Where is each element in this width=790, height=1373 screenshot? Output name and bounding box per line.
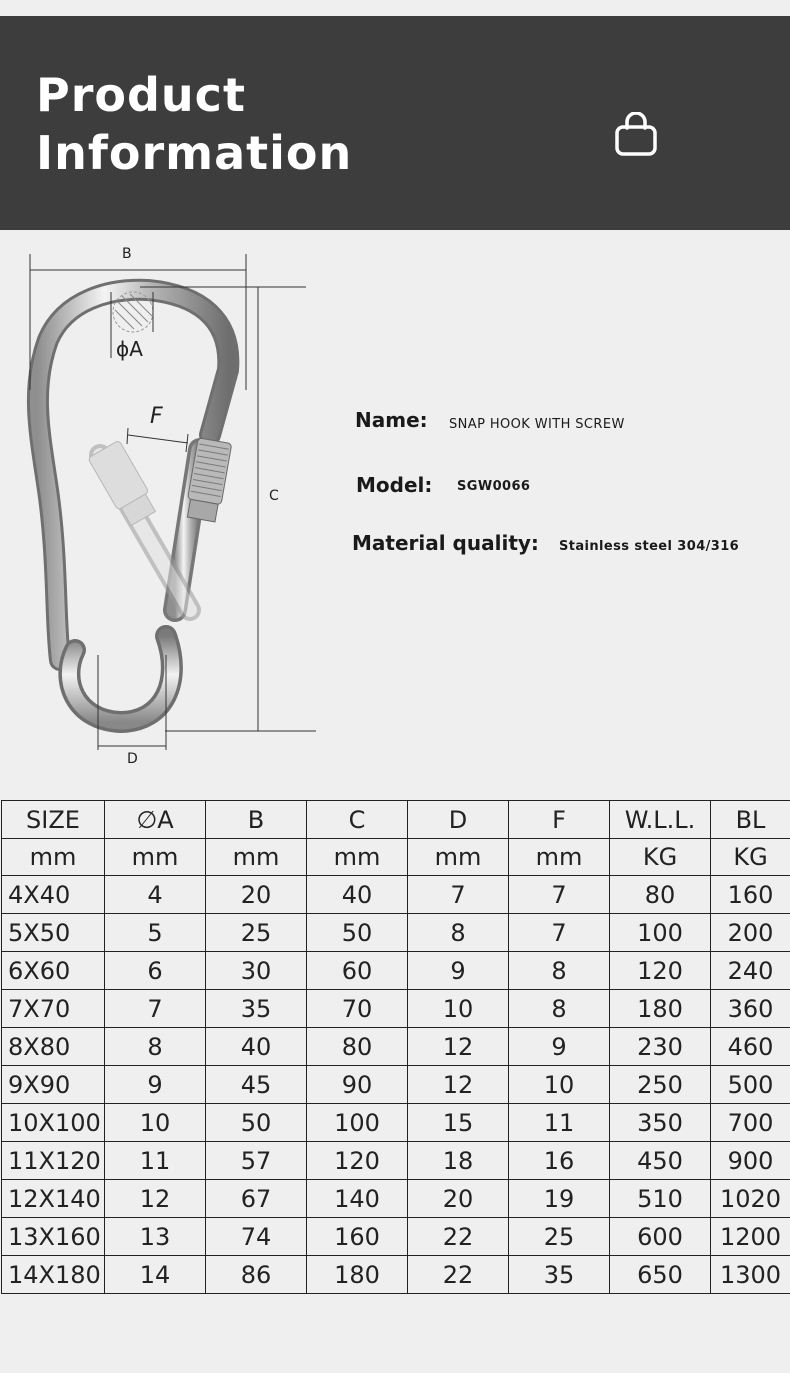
table-cell: 57 (206, 1142, 307, 1180)
table-cell: 19 (509, 1180, 610, 1218)
table-row (2, 1066, 790, 1104)
table-cell: 20 (408, 1180, 509, 1218)
header-c: C (307, 801, 408, 839)
table-cell: 230 (610, 1028, 711, 1066)
table-row (2, 876, 790, 914)
table-cell: 40 (307, 876, 408, 914)
snap-hook-diagram (0, 240, 330, 780)
table-cell: 12 (408, 1028, 509, 1066)
material-label: Material quality: (352, 531, 539, 555)
model-label: Model: (356, 473, 433, 497)
page-title (36, 66, 352, 182)
table-cell: 50 (206, 1104, 307, 1142)
table-cell: 100 (610, 914, 711, 952)
table-row (2, 990, 790, 1028)
table-cell: 510 (610, 1180, 711, 1218)
table-header-row (2, 801, 790, 839)
table-cell: 30 (206, 952, 307, 990)
table-cell: 12X140 (2, 1180, 105, 1218)
table-cell: 11 (509, 1104, 610, 1142)
table-cell: 120 (307, 1142, 408, 1180)
unit-cell: mm (408, 839, 509, 876)
table-cell: 11 (105, 1142, 206, 1180)
table-cell: 67 (206, 1180, 307, 1218)
dimension-label-b: B (122, 246, 132, 262)
table-row (2, 1256, 790, 1294)
table-row (2, 1028, 790, 1066)
table-cell: 16 (509, 1142, 610, 1180)
table-cell: 90 (307, 1066, 408, 1104)
table-cell: 4 (105, 876, 206, 914)
table-cell: 14X180 (2, 1256, 105, 1294)
table-cell: 22 (408, 1218, 509, 1256)
table-cell: 1200 (711, 1218, 790, 1256)
table-cell: 9 (408, 952, 509, 990)
unit-cell: mm (2, 839, 105, 876)
unit-cell: KG (610, 839, 711, 876)
table-cell: 20 (206, 876, 307, 914)
table-cell: 10 (105, 1104, 206, 1142)
table-cell: 1020 (711, 1180, 790, 1218)
unit-cell: mm (307, 839, 408, 876)
table-cell: 500 (711, 1066, 790, 1104)
table-cell: 240 (711, 952, 790, 990)
table-cell: 600 (610, 1218, 711, 1256)
table-cell: 8 (408, 914, 509, 952)
table-cell: 80 (307, 1028, 408, 1066)
table-cell: 700 (711, 1104, 790, 1142)
table-cell: 5X50 (2, 914, 105, 952)
table-cell: 180 (307, 1256, 408, 1294)
table-cell: 13 (105, 1218, 206, 1256)
table-cell: 74 (206, 1218, 307, 1256)
table-row (2, 1218, 790, 1256)
table-cell: 160 (711, 876, 790, 914)
table-cell: 8 (509, 990, 610, 1028)
dimension-label-a: ϕA (116, 337, 143, 361)
table-cell: 900 (711, 1142, 790, 1180)
table-row (2, 952, 790, 990)
table-cell: 13X160 (2, 1218, 105, 1256)
header-size: SIZE (2, 801, 105, 839)
table-cell: 14 (105, 1256, 206, 1294)
table-row (2, 1104, 790, 1142)
table-cell: 4X40 (2, 876, 105, 914)
dimension-label-f: F (150, 404, 163, 429)
table-cell: 7 (105, 990, 206, 1028)
table-cell: 10 (509, 1066, 610, 1104)
table-cell: 10 (408, 990, 509, 1028)
table-cell: 100 (307, 1104, 408, 1142)
table-cell: 15 (408, 1104, 509, 1142)
table-cell: 140 (307, 1180, 408, 1218)
table-cell: 7 (509, 876, 610, 914)
table-cell: 1300 (711, 1256, 790, 1294)
table-cell: 7 (509, 914, 610, 952)
table-cell: 120 (610, 952, 711, 990)
table-cell: 9 (509, 1028, 610, 1066)
dimension-label-d: D (127, 751, 138, 767)
table-cell: 8 (105, 1028, 206, 1066)
table-cell: 25 (509, 1218, 610, 1256)
header-f: F (509, 801, 610, 839)
table-cell: 9X90 (2, 1066, 105, 1104)
table-cell: 6X60 (2, 952, 105, 990)
table-cell: 7X70 (2, 990, 105, 1028)
header-banner (0, 16, 790, 230)
table-cell: 35 (509, 1256, 610, 1294)
header-diameter-a: ∅A (105, 801, 206, 839)
table-row (2, 1142, 790, 1180)
table-cell: 40 (206, 1028, 307, 1066)
table-row (2, 914, 790, 952)
table-cell: 650 (610, 1256, 711, 1294)
table-cell: 22 (408, 1256, 509, 1294)
table-cell: 86 (206, 1256, 307, 1294)
table-cell: 35 (206, 990, 307, 1028)
table-cell: 460 (711, 1028, 790, 1066)
table-cell: 450 (610, 1142, 711, 1180)
table-cell: 45 (206, 1066, 307, 1104)
table-row (2, 1180, 790, 1218)
model-value: SGW0066 (457, 479, 531, 494)
unit-cell: mm (105, 839, 206, 876)
table-cell: 12 (408, 1066, 509, 1104)
unit-cell: mm (509, 839, 610, 876)
table-cell: 8X80 (2, 1028, 105, 1066)
name-value: SNAP HOOK WITH SCREW (449, 417, 625, 432)
table-cell: 250 (610, 1066, 711, 1104)
page-title-line-2: Information (36, 126, 353, 180)
unit-cell: KG (711, 839, 790, 876)
table-cell: 350 (610, 1104, 711, 1142)
table-cell: 180 (610, 990, 711, 1028)
table-cell: 60 (307, 952, 408, 990)
table-cell: 70 (307, 990, 408, 1028)
table-cell: 9 (105, 1066, 206, 1104)
header-bl: BL (711, 801, 790, 839)
header-d: D (408, 801, 509, 839)
table-cell: 50 (307, 914, 408, 952)
material-value: Stainless steel 304/316 (559, 539, 740, 554)
page-title-line-1: Product (36, 68, 246, 122)
table-cell: 11X120 (2, 1142, 105, 1180)
table-cell: 12 (105, 1180, 206, 1218)
table-cell: 18 (408, 1142, 509, 1180)
specification-table (1, 800, 790, 1294)
table-cell: 7 (408, 876, 509, 914)
header-b: B (206, 801, 307, 839)
table-cell: 5 (105, 914, 206, 952)
table-cell: 80 (610, 876, 711, 914)
table-cell: 8 (509, 952, 610, 990)
table-cell: 360 (711, 990, 790, 1028)
dimension-label-c: C (269, 488, 279, 504)
table-cell: 160 (307, 1218, 408, 1256)
shopping-bag-icon (612, 112, 660, 158)
table-cell: 10X100 (2, 1104, 105, 1142)
table-cell: 25 (206, 914, 307, 952)
snap-hook-illustration (0, 240, 330, 780)
table-cell: 6 (105, 952, 206, 990)
header-wll: W.L.L. (610, 801, 711, 839)
table-cell: 200 (711, 914, 790, 952)
unit-cell: mm (206, 839, 307, 876)
name-label: Name: (355, 408, 428, 432)
table-units-row (2, 839, 790, 876)
